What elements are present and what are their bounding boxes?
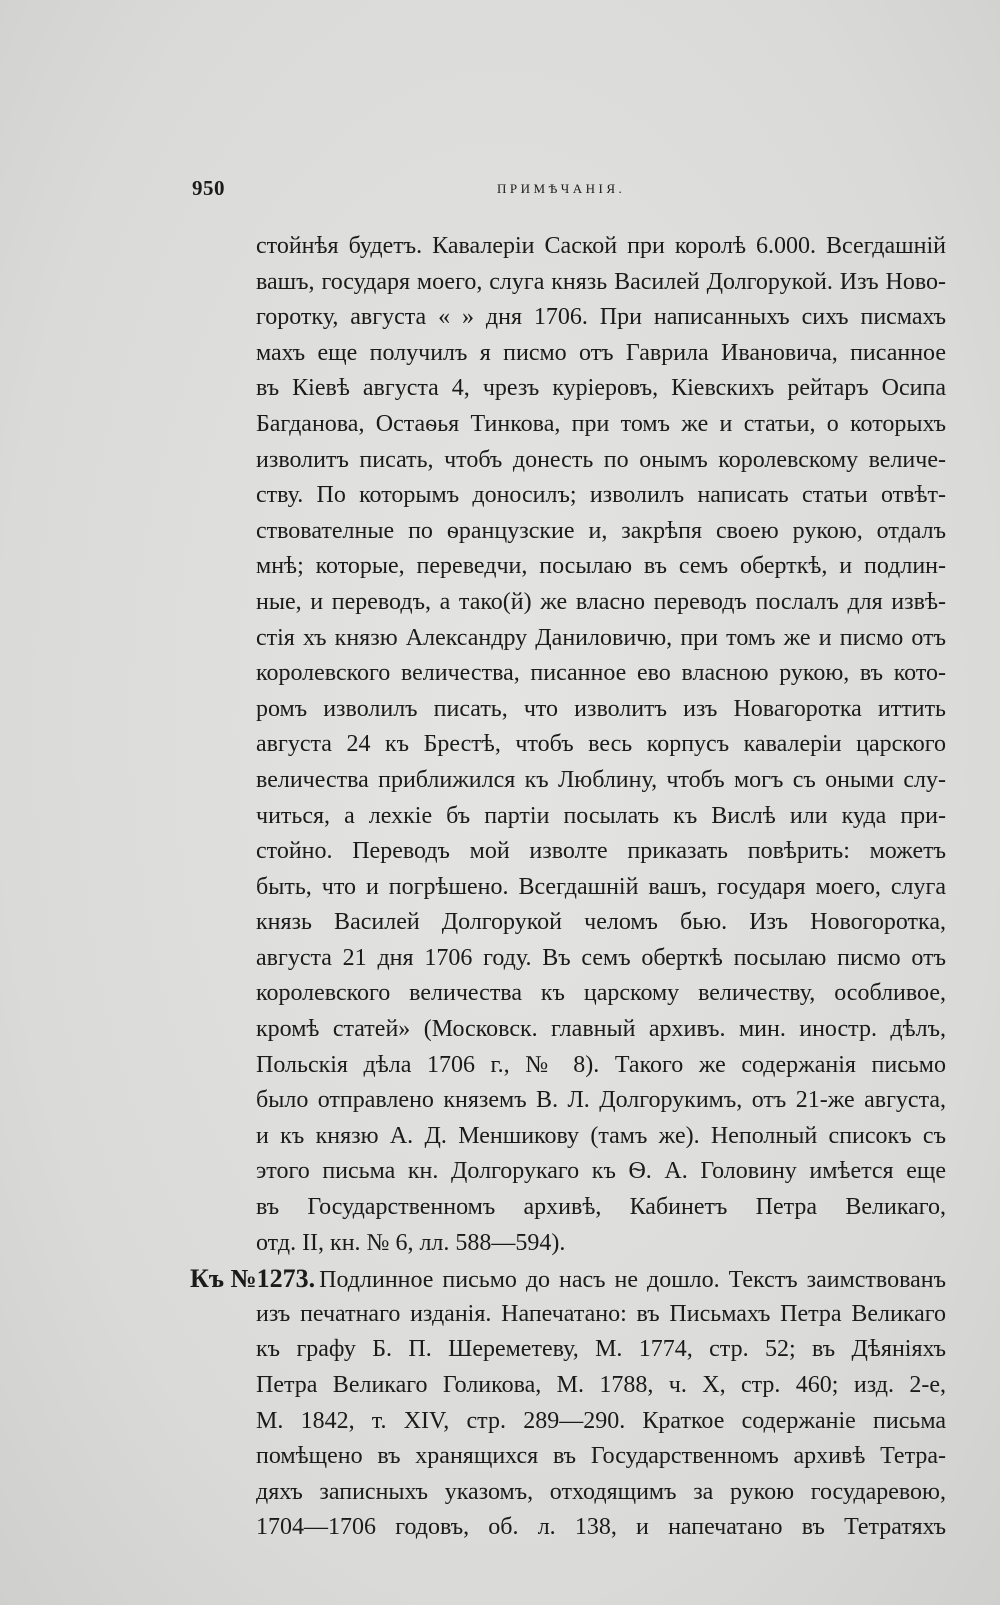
text-line: М. 1842, т. XIV, стр. 289—290. Краткое содержаніе письма xyxy=(256,1407,946,1434)
text-line: августа 21 дня 1706 году. Въ семъ оберткѣ посылаю писмо отъ xyxy=(256,944,946,971)
text-line: ные, и переводъ, а тако(й) же власно переводъ послалъ для извѣ- xyxy=(256,588,946,615)
text-line: ству. По которымъ доносилъ; изволилъ написать статьи отвѣт- xyxy=(256,482,946,509)
text-line: Польскія дѣла 1706 г., № 8). Такого же содержанія письмо xyxy=(256,1051,946,1078)
text-line: кромѣ статей» (Московск. главный архивъ. мин. иностр. дѣлъ, xyxy=(256,1016,946,1043)
text-line: махъ еще получилъ я писмо отъ Гаврила Ивановича, писанное xyxy=(256,339,946,366)
text-line: ствователные по ѳранцузские и, закрѣпя своею рукою, отдалъ xyxy=(256,517,946,544)
text-line: въ Кіевѣ августа 4, чрезъ куріеровъ, Кіевскихъ рейтаръ Осипа xyxy=(256,375,946,402)
text-line: отд. II, кн. № 6, лл. 588—594). xyxy=(256,1229,566,1256)
text-line: дяхъ записныхъ указомъ, отходящимъ за рукою государевою, xyxy=(256,1478,946,1505)
text-line: стойно. Переводъ мой изволте приказать повѣрить: можетъ xyxy=(256,838,946,865)
page-header xyxy=(192,176,944,206)
text-line: королевского величества, писанное ево власною рукою, въ кото- xyxy=(256,660,946,687)
text-line: стія хъ князю Александру Даниловичю, при томъ же и писмо отъ xyxy=(256,624,946,651)
text-line: 1704—1706 годовъ, об. л. 138, и напечатано въ Тетратяхъ xyxy=(256,1514,946,1541)
text-line: Петра Великаго Голикова, М. 1788, ч. X, стр. 460; изд. 2-е, xyxy=(256,1372,946,1398)
text-line: и къ князю А. Д. Меншикову (тамъ же). Неполный списокъ съ xyxy=(256,1122,946,1149)
text-line: князь Василей Долгорукой челомъ бью. Изъ Новогоротка, xyxy=(256,909,946,936)
text-line: ромъ изволилъ писать, что изволитъ изъ Новагоротка иттить xyxy=(256,695,946,722)
text-line: помѣщено въ хранящихся въ Государственномъ архивѣ Тетра- xyxy=(256,1443,946,1470)
text-line: читься, а лехкіе бъ партіи посылать къ Вислѣ или куда при- xyxy=(256,802,946,829)
text-line: быть, что и погрѣшено. Всегдашній вашъ, государя моего, слуга xyxy=(256,873,946,900)
page-number: 950 xyxy=(192,176,225,200)
text-line: мнѣ; которые, переведчи, посылаю въ семъ оберткѣ, и подлин- xyxy=(256,553,946,580)
text-line: королевского величества къ царскому величеству, особливое, xyxy=(256,980,946,1007)
text-line: было отправлено княземъ В. Л. Долгорукимъ, отъ 21-же августа, xyxy=(256,1087,946,1114)
text-line: изволитъ писать, чтобъ донесть по онымъ королевскому величе- xyxy=(256,446,946,473)
notes-text xyxy=(190,229,946,1546)
text-line: къ графу Б. П. Шереметеву, М. 1774, стр. 52; въ Дѣяніяхъ xyxy=(256,1336,946,1363)
text-line: августа 24 къ Брестѣ, чтобъ весь корпусъ кавалеріи царского xyxy=(256,731,946,758)
note-entry-label: Къ №1273. xyxy=(190,1264,316,1294)
text-line: стойнѣя будетъ. Кавалеріи Саской при королѣ 6.000. Всегдашній xyxy=(256,233,946,259)
running-head: ПРИМѢЧАНІЯ. xyxy=(497,181,626,196)
text-line: величества приближился къ Люблину, чтобъ могъ съ оными слу- xyxy=(256,766,946,793)
note-entry-header xyxy=(190,1261,946,1297)
text-line: горотку, августа « » дня 1706. При написанныхъ сихъ писмахъ xyxy=(256,304,946,331)
text-line: вашъ, государя моего, слуга князь Василей Долгорукой. Изъ Ново- xyxy=(256,268,946,295)
text-line: изъ печатнаго изданія. Напечатано: въ Письмахъ Петра Великаго xyxy=(256,1300,946,1327)
text-line: Подлинное письмо до насъ не дошло. Текстъ заимствованъ xyxy=(319,1267,946,1294)
text-line: этого письма кн. Долгорукаго къ Ѳ. А. Головину имѣется еще xyxy=(256,1158,946,1185)
text-line: въ Государственномъ архивѣ, Кабинетъ Петра Великаго, xyxy=(256,1194,946,1221)
text-line: Багданова, Остаѳья Тинкова, при томъ же и статьи, о которыхъ xyxy=(256,410,946,437)
